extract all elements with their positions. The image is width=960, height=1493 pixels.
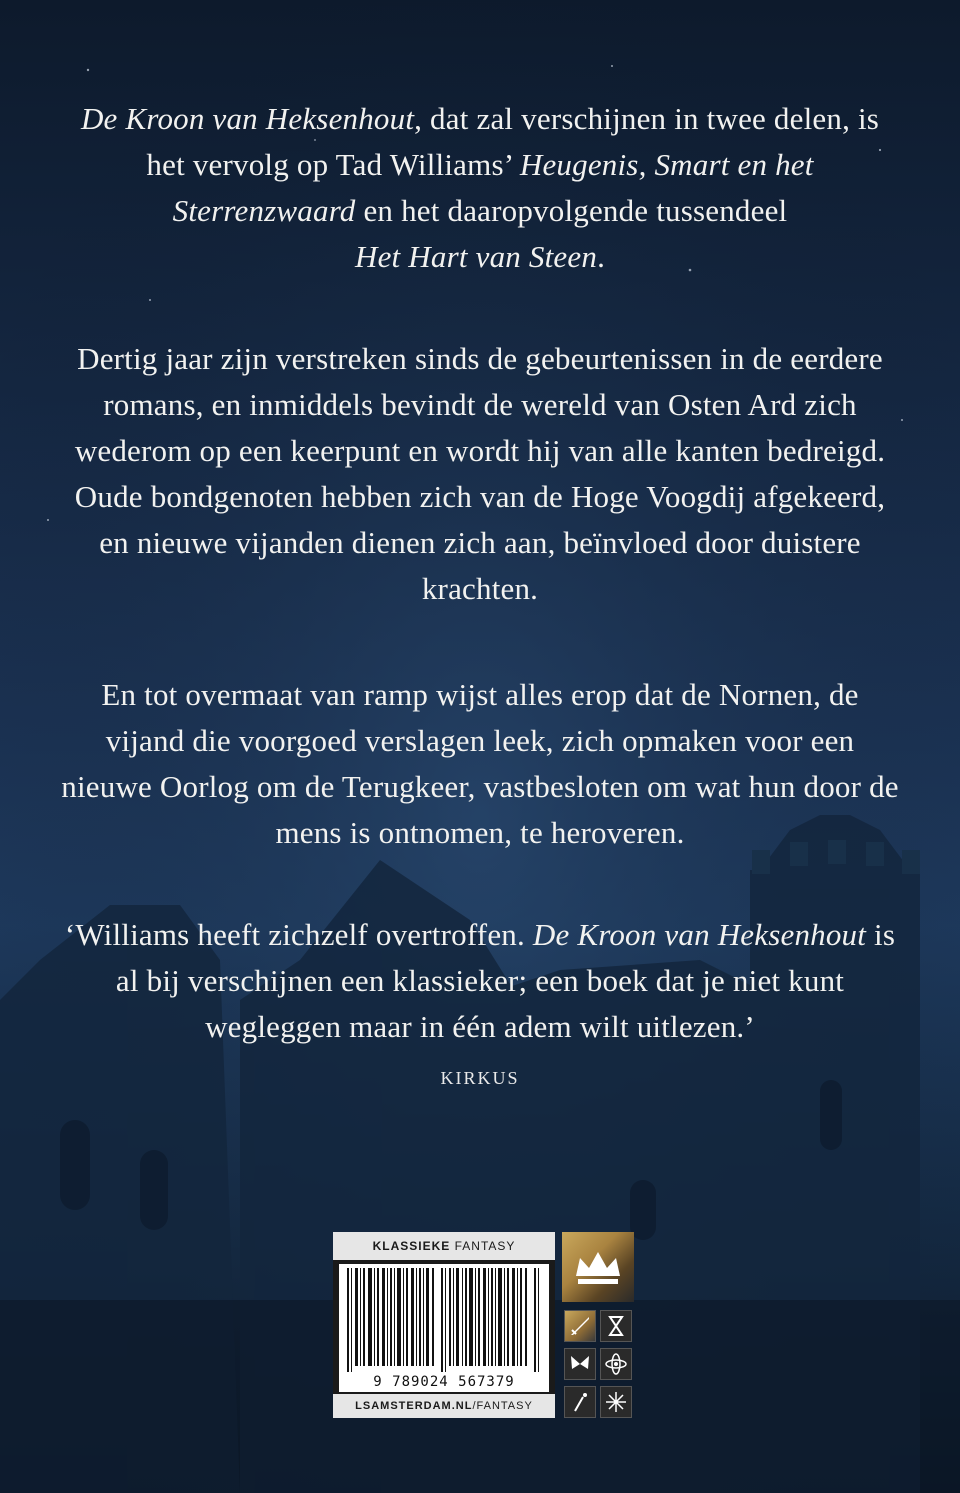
crown-icon bbox=[562, 1232, 634, 1302]
publisher-url-bold: LSAMSTERDAM.NL bbox=[355, 1400, 473, 1412]
hourglass-icon bbox=[600, 1310, 632, 1342]
intro-text-1: , dat zal verschijnen in twee delen, is het vervolg op Tad Williams’ bbox=[146, 101, 880, 182]
book-title-kroon: De Kroon van Heksenhout bbox=[80, 101, 415, 136]
atom-icon bbox=[600, 1348, 632, 1380]
barcode bbox=[339, 1264, 549, 1392]
quote-book-title: De Kroon van Heksenhout bbox=[532, 917, 867, 952]
isbn-digits: 9 789024 567379 bbox=[373, 1374, 515, 1390]
synopsis-text-2: En tot overmaat van ramp wijst alles erop dat de Nornen, de vijand die voorgoed verslagen leek, zich opmaken voor een nieuwe Oorlog om de Terugkeer, vastbesloten om wat hun door de mens is ontnomen, te heroveren. bbox=[61, 677, 899, 850]
synopsis-text: Dertig jaar zijn verstreken sinds de gebeurtenissen in de eerdere romans, en inmiddels bevindt de wereld van Osten Ard zich wederom op een keerpunt en wordt hij van alle kanten bedreigd. Oude bondgenoten hebben zich van de Hoge Voogdij afgekeerd, en nieuwe vijanden dienen zich aan, beïnvloed door duistere krachten. bbox=[74, 341, 886, 606]
wand-icon bbox=[564, 1386, 596, 1418]
series-label-light: FANTASY bbox=[450, 1239, 516, 1253]
publisher-url bbox=[333, 1394, 555, 1418]
quote-text-1: ‘Williams heeft zichzelf overtroffen. bbox=[64, 917, 533, 952]
book-title-heugenis: Heugenis, Smart en het Sterrenzwaard bbox=[172, 147, 814, 228]
series-label bbox=[333, 1232, 555, 1260]
series-label-bold: KLASSIEKE bbox=[372, 1239, 451, 1253]
butterfly-icon bbox=[564, 1348, 596, 1380]
intro-text-3: . bbox=[597, 239, 606, 274]
quote-source: KIRKUS bbox=[440, 1068, 520, 1088]
synopsis-paragraph bbox=[60, 336, 900, 612]
book-title-hart: Het Hart van Steen bbox=[354, 239, 598, 274]
publisher-url-light: /FANTASY bbox=[472, 1400, 533, 1412]
sword-icon bbox=[564, 1310, 596, 1342]
star-burst-icon bbox=[600, 1386, 632, 1418]
intro-paragraph bbox=[60, 96, 900, 280]
synopsis-paragraph-2 bbox=[60, 672, 900, 856]
barcode-bars bbox=[347, 1268, 541, 1372]
barcode-block bbox=[333, 1232, 555, 1418]
intro-text-2: en het daaropvolgende tussendeel bbox=[355, 193, 788, 228]
review-quote bbox=[60, 912, 900, 1050]
quote-text-2: is al bij verschijnen een klassieker; een boek dat je niet kunt wegleggen maar in één adem wilt uitlezen.’ bbox=[115, 917, 896, 1044]
